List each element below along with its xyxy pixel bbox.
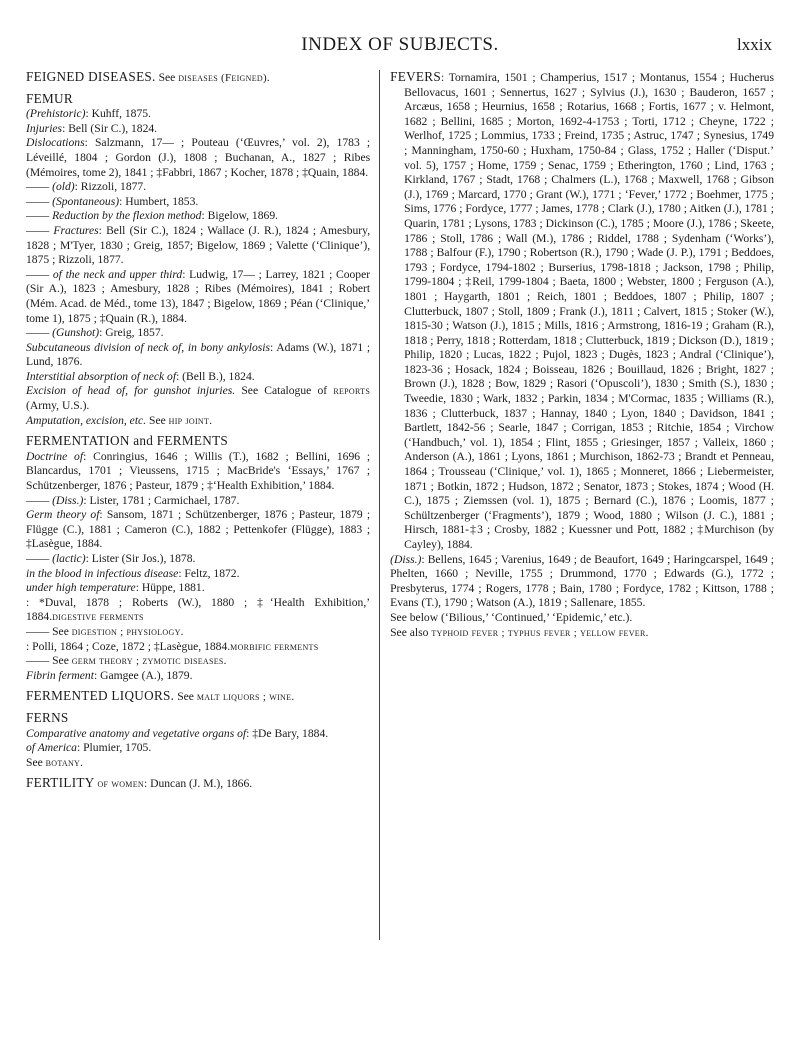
- entry-heading: FERMENTATION and FERMENTS: [26, 433, 229, 449]
- index-subentry: [26, 552, 370, 567]
- entry-qualifier: of women: [97, 778, 144, 791]
- entry-subheading: of America: [26, 741, 77, 755]
- index-entry-fevers-diss: [390, 553, 774, 611]
- entry-text: : Duncan (J. M.), 1866.: [143, 777, 253, 791]
- entry-subheading: of the neck and upper third: [52, 267, 183, 281]
- entry-text: : Kuhff, 1875.: [85, 107, 151, 121]
- index-subentry: [26, 669, 370, 684]
- entry-heading: FEVERS: [390, 69, 442, 84]
- two-column-body: [26, 70, 774, 940]
- index-heading: [26, 70, 370, 86]
- entry-subheading: under high temperature: [26, 581, 136, 595]
- index-subentry: [26, 727, 370, 742]
- continuation-dash: ——: [26, 654, 50, 668]
- entry-text: : Bell (Sir C.), 1824 ; Wallace (J. R.), 1824 ; Amesbury, 1828 ; M'Tyer, 1830 ; Greig, 1857; Bigelow, 1869 ; Valette (‘Clinique’), 1875 ; Rizzoli, 1877.: [26, 223, 371, 267]
- entry-text: : Bigelow, 1869.: [201, 209, 279, 223]
- entry-subheading: (Prehistoric): [26, 107, 86, 121]
- index-entry-fevers: [390, 70, 774, 553]
- continuation-dash: ——: [26, 326, 50, 340]
- index-subentry: [26, 640, 370, 655]
- entry-heading: FERNS: [26, 709, 69, 725]
- right-column: [388, 70, 774, 940]
- index-subentry: [26, 180, 370, 195]
- cross-reference-link[interactable]: germ theory ; zymotic diseases.: [71, 655, 227, 668]
- cross-reference-link[interactable]: malt liquors ; wine.: [196, 691, 295, 704]
- index-subentry: [26, 450, 370, 494]
- index-heading: [26, 92, 370, 108]
- index-heading: [26, 711, 370, 727]
- entry-subheading: Fractures: [53, 223, 99, 237]
- entry-text: See: [26, 755, 46, 769]
- entry-text: See Catalogue of: [235, 384, 334, 398]
- continuation-dash: ——: [26, 624, 50, 638]
- cross-reference-link[interactable]: diseases (Feigned).: [178, 72, 270, 84]
- entry-text: : Sansom, 1871 ; Schützenberger, 1876 ; Pasteur, 1879 ; Flügge (C.), 1881 ; Cameron (C.), 1882 ; Pettenkofer (Flügge), 1883 ; ‡Lasègue, 1884.: [26, 508, 371, 551]
- continuation-dash: ——: [26, 267, 50, 281]
- entry-text: : ‡De Bary, 1884.: [246, 726, 329, 740]
- cross-reference-link[interactable]: botany.: [45, 756, 84, 769]
- entry-text: : Plumier, 1705.: [76, 741, 152, 755]
- entry-text: : (Bell B.), 1824.: [176, 369, 255, 383]
- cross-reference-link[interactable]: digestion ; physiology.: [71, 625, 184, 638]
- cross-reference-link[interactable]: digestive ferments: [52, 611, 144, 624]
- index-subentry: [26, 136, 370, 180]
- entry-subheading: Comparative anatomy and vegetative organs of: [26, 726, 247, 740]
- index-subentry: [26, 370, 370, 385]
- page-number: lxxix: [737, 35, 772, 54]
- index-subentry: [26, 414, 370, 429]
- index-subentry: [26, 494, 370, 509]
- index-subentry: [26, 122, 370, 137]
- continuation-dash: ——: [26, 223, 50, 237]
- entry-subheading: Fibrin ferment: [26, 668, 94, 682]
- see-also-lead: See also: [390, 625, 432, 639]
- entry-text: : Lister, 1781 ; Carmichael, 1787.: [83, 493, 240, 507]
- entry-subheading: in the blood in infectious disease: [26, 566, 179, 580]
- index-heading: [26, 689, 370, 705]
- entry-text: : Tornamira, 1501 ; Champerius, 1517 ; Montanus, 1554 ; Hucherus Bellovacus, 1601 ; Sennertus, 1627 ; Sylvius (J.), 1630 ; Bauderon, 1657 ; Arcæus, 1658 ; Heurnius, 1658 ; Rotarius, 1668 ; Fortis, 1677 ; v. Helmont, 1682 ; Bellini, 1685 ; Morton, 1692-4-1753 ; Torti, 1712 ; Cheyne, 1722 ; Werlhof, 1725 ; Lommius, 1733 ; Freind, 1735 ; Astruc, 1747 ; Synesius, 1749 ; Manningham, 1750-60 ; Huxham, 1750-84 ; Glass, 1752 ; Haller (‘Disput.’ vol. 5), 1757 ; Home, 1759 ; Senac, 1759 ; Etherington, 1760 ; Lind, 1763 ; Kirkland, 1767 ; Stadt, 1768 ; Chalmers (L.), 1768 ; Maxwell, 1768 ; Gibson (J.), 1769 ; Marcard, 1770 ; Grant (W.), 1771 ; ‘Fever,’ 1772 ; Boehmer, 1775 ; Sims, 1776 ; Fordyce, 1777 ; James, 1778 ; Clark (J.), 1780 ; Aitken (J.), 1781 ; Quarin, 1781 ; Lysons, 1783 ; Dickinson (C.), 1785 ; Moore (J.), 1786 ; Skeete, 1786 ; Stoll, 1786 ; Wall (M.), 1786 ; Riddel, 1788 ; Sydenham (‘Works’), 1788 ; Balfour (F.), 1790 ; Robertson (R.), 1790 ; Wade (J. P.), 1791 ; Beddoes, 1793 ; Fordyce, 1794-1802 ; Burserius, 1798-1818 ; Jackson, 1798 ; Philip, 1799-1804 ; ‡Reil, 1799-1804 ; Baeta, 1800 ; Webster, 1800 ; Ferguson (A.), 1801 ; Haygarth, 1801 ; Reich, 1801 ; Beddoes, 1807 ; Philip, 1807 ; Clutterbuck, 1807 ; Stoll, 1809 ; Frank (J.), 1811 ; Calvert, 1815 ; Stoker (W.), 1815-30 ; Watson (J.), 1815 ; Mills, 1816 ; Armstrong, 1816-19 ; Graham (R.), 1818 ; Perry, 1818 ; Rotterdam, 1818 ; Clutterbuck, 1819 ; Dickson (D.), 1819 ; Philip, 1820 ; Lucas, 1822 ; Pujol, 1823 ; Dugès, 1823 ; Andral (‘Clinique’), 1823-36 ; Hosack, 1824 ; Boisseau, 1826 ; Bouillaud, 1826 ; Bright, 1827 ; Brown (J.), 1828 ; Bow, 1829 ; Rasori (‘Opuscoli’), 1830 ; Smith (S.), 1830 ; Tweedie, 1830 ; Wark, 1832 ; Parkin, 1834 ; M'Cormac, 1835 ; Williams (R.), 1836 ; Clutterbuck, 1837 ; Hannay, 1840 ; Lyon, 1840 ; Davidson, 1841 ; Bartlett, 1842-56 ; Searle, 1847 ; Corrigan, 1853 ; Ritchie, 1854 ; Virchow (‘Handbuch,’ vol. 1), 1854 ; Flint, 1855 ; Griesinger, 1857 ; Valleix, 1860 ; Anderson (A.), 1861 ; Lyons, 1861 ; Murchison, 1862-73 ; Brandt et Penneau, 1864 ; Trousseau (‘Clinique,’ vol. 1), 1865 ; Monneret, 1866 ; Liebermeister, 1871 ; Botkin, 1872 ; Hudson, 1872 ; Senator, 1873 ; Stokes, 1874 ; Wood (H. C.), 1875 ; Ziemssen (vol. 1), 1875 ; Bernard (C.), 1876 ; Loomis, 1877 ; Schültzenberger (‘Fragments’), 1879 ; Wood, 1880 ; Wilson (J. C.), 1881 ; Hirsch, 1881-‡3 ; Crosby, 1882 ; Kuessner und Pott, 1882 ; ‡Murchison (by Cayley), 1884.: [404, 71, 774, 551]
- entry-subheading: (lactic): [52, 552, 86, 565]
- index-subentry: [26, 625, 370, 640]
- index-subentry: [26, 756, 370, 771]
- cross-reference-link[interactable]: reports: [333, 385, 371, 398]
- continuation-dash: ——: [26, 209, 50, 223]
- index-subentry: [26, 654, 370, 669]
- continuation-dash: ——: [26, 493, 50, 507]
- entry-subheading: Amputation, excision, etc.: [26, 413, 147, 427]
- entry-text: : Salzmann, 17— ; Pouteau (‘Œuvres,’ vol. 2), 1783 ; Léveillé, 1804 ; Gordon (J.), 1808 ; Buchanan, A., 1827 ; Ribes (Mémoires, tome 2), 1841 ; ‡Fabbri, 1867 ; Kocher, 1878 ; ‡Quain, 1884.: [26, 136, 371, 179]
- entry-text: : Bell (Sir C.), 1824.: [62, 121, 158, 135]
- index-subentry: [26, 581, 370, 596]
- see-word: See: [158, 71, 176, 84]
- entry-heading: FERTILITY: [26, 775, 95, 791]
- page-title: INDEX OF SUBJECTS.: [301, 34, 499, 55]
- see-also-reference: [390, 626, 774, 641]
- entry-text: : *Duval, 1878 ; Roberts (W.), 1880 ; ‡‘Health Exhibition,’ 1884.: [26, 595, 371, 624]
- entry-text: : Humbert, 1853.: [119, 194, 199, 208]
- entry-subheading: (old): [52, 180, 75, 194]
- entry-subheading: Injuries: [26, 121, 63, 135]
- index-subentry: [26, 224, 370, 268]
- entry-subheading: Reduction by the flexion method: [52, 209, 202, 223]
- entry-heading: FEMUR: [26, 90, 73, 106]
- entry-text: : Ludwig, 17— ; Larrey, 1821 ; Cooper (Sir A.), 1823 ; Amesbury, 1828 ; Ribes (Mémoires), 1841 ; Robert (Mém. Acad. de Méd., tome 13), 1847 ; Bigelow, 1869 ; Péan (‘Clinique,’ tome 1), 1875 ; ‡Quain (R.), 1884.: [26, 267, 371, 325]
- continuation-dash: ——: [26, 194, 50, 208]
- entry-subheading: Interstitial absorption of neck of: [26, 369, 177, 383]
- index-heading: [26, 776, 370, 792]
- index-subentry: [26, 341, 370, 370]
- entry-text: : Conringius, 1646 ; Willis (T.), 1682 ; Bellini, 1696 ; Blancardus, 1701 ; Vieussens, 1715 ; MacBride's ‘Essays,’ 1767 ; Schützenberger, 1876 ; Pasteur, 1879 ; ‡‘Health Exhibition,’ 1884.: [26, 449, 371, 493]
- page-header: [26, 30, 774, 60]
- cross-reference-link[interactable]: hip joint.: [168, 414, 213, 427]
- index-subentry: [26, 268, 370, 326]
- entry-subheading: (Diss.): [390, 552, 422, 566]
- cross-reference-link[interactable]: morbific ferments: [230, 640, 319, 653]
- index-subentry: [26, 209, 370, 224]
- entry-text: See: [146, 413, 169, 427]
- see-word: See: [177, 690, 194, 704]
- entry-text: See: [52, 654, 72, 668]
- index-subentry: [26, 107, 370, 122]
- index-subentry: [26, 326, 370, 341]
- entry-subheading: (Spontaneous): [52, 194, 120, 208]
- entry-text: : Lister (Sir Jos.), 1878.: [85, 552, 196, 565]
- index-subentry: [26, 384, 370, 413]
- index-subentry: [26, 567, 370, 582]
- left-column: [26, 70, 379, 940]
- entry-text: : Hüppe, 1881.: [135, 581, 205, 595]
- entry-subheading: Dislocations: [26, 136, 85, 150]
- entry-subheading: Subcutaneous division of neck of, in bony ankylosis: [26, 340, 270, 354]
- entry-text: : Feltz, 1872.: [178, 566, 240, 580]
- entry-text: : Rizzoli, 1877.: [74, 180, 147, 194]
- entry-subheading: (Diss.): [52, 493, 84, 507]
- entry-text: : Gamgee (A.), 1879.: [93, 668, 193, 682]
- entry-subheading: (Gunshot): [52, 326, 100, 340]
- index-subentry: [26, 741, 370, 756]
- entry-text: : Adams (W.), 1871 ; Lund, 1876.: [26, 340, 371, 369]
- continuation-dash: ——: [26, 180, 50, 194]
- column-divider: [379, 70, 380, 940]
- entry-heading: FERMENTED LIQUORS.: [26, 688, 175, 704]
- entry-subheading: Germ theory of: [26, 508, 100, 522]
- cross-reference-link[interactable]: typhoid fever ; typhus fever ; yellow fever.: [431, 626, 649, 639]
- continuation-dash: ——: [26, 552, 50, 565]
- see-below-reference: See below (‘Bilious,’ ‘Continued,’ ‘Epidemic,’ etc.).: [390, 610, 633, 624]
- index-subentry: [26, 508, 370, 552]
- entry-heading: FEIGNED DISEASES.: [26, 69, 156, 84]
- entry-text: : Bellens, 1645 ; Varenius, 1649 ; de Beaufort, 1649 ; Haringcarspel, 1649 ; Phelten, 1660 ; Neville, 1755 ; Drummond, 1770 ; Edwards (G.), 1772 ; Presbyterus, 1774 ; Rogers, 1778 ; Bain, 1780 ; Fordyce, 1782 ; Kittson, 1788 ; Evans (T.), 1790 ; Watson (A.), 1819 ; Sallenare, 1855.: [390, 552, 774, 610]
- index-subentry: [26, 596, 370, 625]
- index-subentry: [26, 195, 370, 210]
- index-heading: [26, 434, 370, 450]
- entry-subheading: Doctrine of: [26, 449, 84, 463]
- entry-text: : Greig, 1857.: [99, 326, 164, 340]
- entry-text: : Polli, 1864 ; Coze, 1872 ; ‡Lasègue, 1884.: [26, 639, 231, 653]
- entry-subheading: Excision of head of, for gunshot injuries.: [26, 384, 236, 398]
- entry-text: See: [52, 624, 72, 638]
- entry-text: (Army, U.S.).: [26, 399, 90, 413]
